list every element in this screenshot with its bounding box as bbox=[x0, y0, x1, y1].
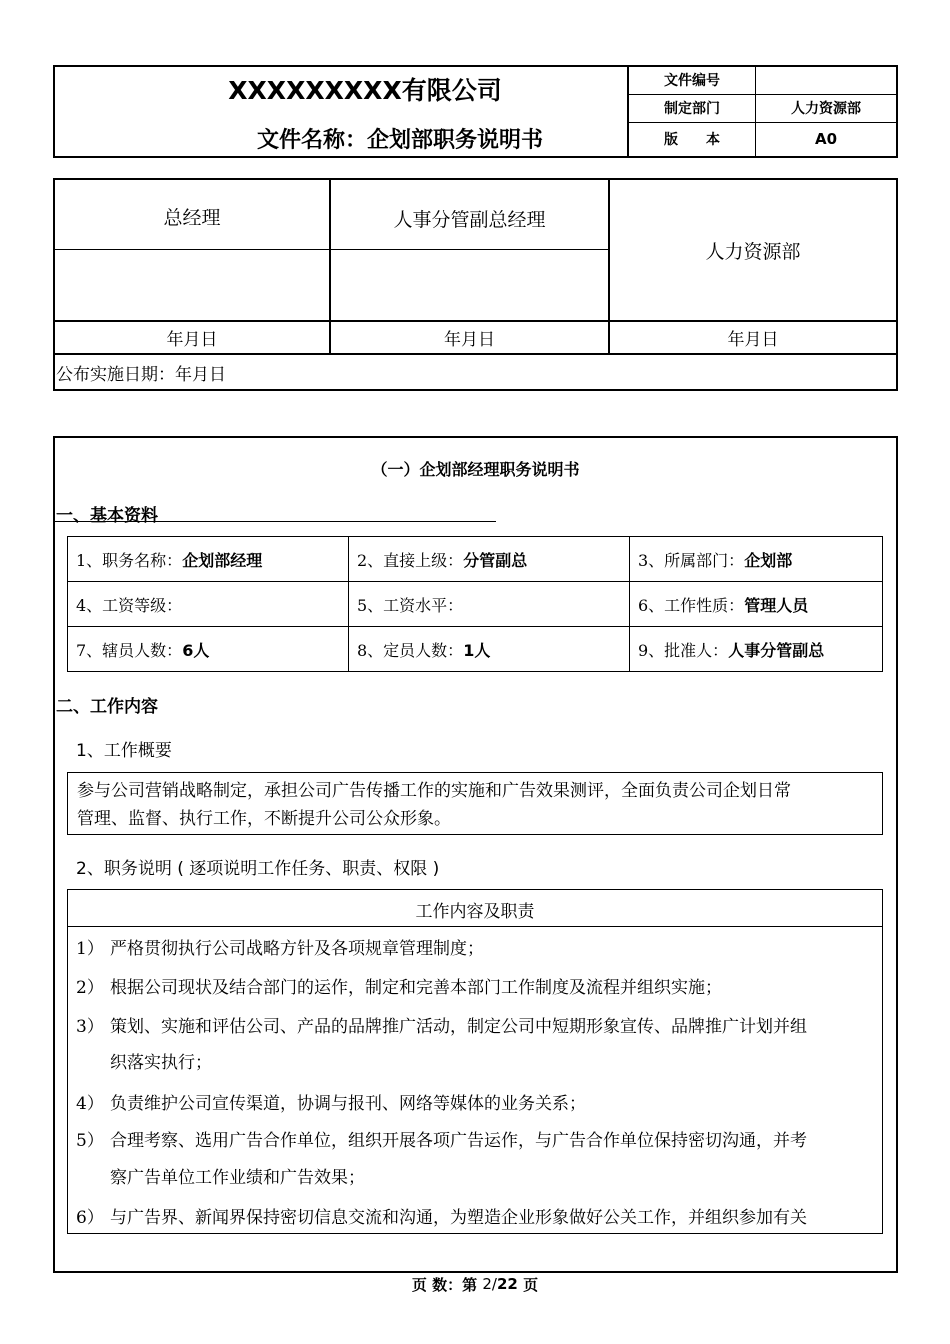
duty-number: 1） bbox=[76, 939, 104, 959]
duty-text: 负责维护公司宣传渠道，协调与报刊、网络等媒体的业务关系； bbox=[110, 1094, 586, 1114]
page-separator: / bbox=[491, 1275, 497, 1293]
approval-date-2: 年月日 bbox=[444, 330, 495, 350]
duty-number: 5） bbox=[76, 1131, 104, 1151]
duty-number: 2） bbox=[76, 978, 104, 998]
duty-number: 4） bbox=[76, 1094, 104, 1114]
duty-number: 6） bbox=[76, 1208, 104, 1228]
page-current: 2 bbox=[482, 1275, 492, 1293]
duty-text: 与广告界、新闻界保持密切信息交流和沟通，为塑造企业形象做好公关工作，并组织参加有关 bbox=[110, 1208, 807, 1228]
approval-date-3: 年月日 bbox=[727, 330, 779, 350]
meta-label-file-no: 文件编号 bbox=[628, 66, 756, 94]
page-footer-prefix: 页 数：第 bbox=[411, 1275, 483, 1294]
info-label: 6、工作性质： bbox=[638, 595, 745, 615]
info-label: 3、所属部门： bbox=[638, 550, 745, 570]
info-value: 分管副总 bbox=[463, 550, 528, 570]
info-label: 8、定员人数： bbox=[357, 640, 464, 660]
meta-value-file-no bbox=[756, 66, 898, 94]
info-cell-approver bbox=[630, 627, 883, 672]
info-cell-headcount bbox=[349, 627, 630, 672]
info-label: 9、批准人： bbox=[638, 640, 729, 660]
meta-value-version: A0 bbox=[756, 122, 898, 157]
page-total: 22 bbox=[496, 1275, 518, 1293]
info-value: 1人 bbox=[463, 640, 491, 660]
duty-text: 根据公司现状及结合部门的运作，制定和完善本部门工作制度及流程并组织实施； bbox=[110, 978, 722, 998]
company-name: XXXXXXXXX有限公司 bbox=[228, 76, 502, 105]
duties-header: 工作内容及职责 bbox=[415, 901, 535, 922]
info-value: 管理人员 bbox=[744, 595, 809, 615]
header-meta-table bbox=[627, 65, 898, 158]
info-label: 4、工资等级： bbox=[76, 595, 183, 615]
info-label: 2、直接上级： bbox=[357, 550, 464, 570]
duty-description-heading: 2、职务说明 ( 逐项说明工作任务、职责、权限 ) bbox=[76, 858, 440, 879]
meta-label-version: 版 本 bbox=[628, 122, 756, 157]
page-footer-suffix: 页 bbox=[517, 1275, 539, 1294]
work-summary-line-2: 管理、监督、执行工作，不断提升公司公众形象。 bbox=[77, 809, 451, 829]
info-label: 7、辖员人数： bbox=[76, 640, 183, 660]
duty-text: 严格贯彻执行公司战略方针及各项规章管理制度； bbox=[110, 939, 484, 959]
duty-text-continued: 织落实执行； bbox=[110, 1053, 212, 1073]
page-footer bbox=[300, 1273, 650, 1295]
approver-hr-vp: 人事分管副总经理 bbox=[393, 208, 546, 231]
duty-text: 策划、实施和评估公司、产品的品牌推广活动，制定公司中短期形象宣传、品牌推广计划并组 bbox=[110, 1017, 807, 1037]
info-label: 5、工资水平： bbox=[357, 595, 464, 615]
duty-number: 3） bbox=[76, 1017, 104, 1037]
info-label: 1、职务名称： bbox=[76, 550, 183, 570]
info-cell-superior bbox=[349, 537, 630, 582]
work-summary-heading: 1、工作概要 bbox=[76, 740, 172, 761]
info-cell-staff-count bbox=[68, 627, 349, 672]
info-cell-pay-grade bbox=[68, 582, 349, 627]
publish-date: 公布实施日期：年月日 bbox=[56, 364, 226, 385]
info-cell-pay-level bbox=[349, 582, 630, 627]
section-basic-info-heading: 一、基本资料 bbox=[56, 505, 158, 526]
duty-text: 合理考察、选用广告合作单位，组织开展各项广告运作，与广告合作单位保持密切沟通，并考 bbox=[110, 1131, 807, 1151]
approver-general-manager: 总经理 bbox=[163, 206, 221, 229]
approver-hr-dept: 人力资源部 bbox=[705, 240, 801, 263]
basic-info-underline bbox=[55, 521, 496, 522]
basic-info-table bbox=[67, 536, 883, 672]
meta-value-department: 人力资源部 bbox=[756, 94, 898, 122]
section-work-content-heading: 二、工作内容 bbox=[56, 696, 158, 717]
info-cell-title bbox=[68, 537, 349, 582]
duties-header-underline bbox=[67, 926, 883, 927]
info-value: 企划部经理 bbox=[182, 550, 263, 570]
meta-label-department: 制定部门 bbox=[628, 94, 756, 122]
file-name: 文件名称：企划部职务说明书 bbox=[256, 127, 543, 153]
work-summary-line-1: 参与公司营销战略制定，承担公司广告传播工作的实施和广告效果测评，全面负责公司企划日常 bbox=[77, 781, 791, 801]
info-cell-job-nature bbox=[630, 582, 883, 627]
approval-date-1: 年月日 bbox=[166, 330, 218, 350]
approval-hline-sign bbox=[53, 249, 610, 250]
duty-text-continued: 察广告单位工作业绩和广告效果； bbox=[110, 1168, 365, 1188]
info-value: 人事分管副总 bbox=[728, 640, 825, 660]
info-value: 6人 bbox=[182, 640, 210, 660]
section-title: （一）企划部经理职务说明书 bbox=[371, 459, 580, 479]
info-value: 企划部 bbox=[744, 550, 793, 570]
info-cell-department bbox=[630, 537, 883, 582]
